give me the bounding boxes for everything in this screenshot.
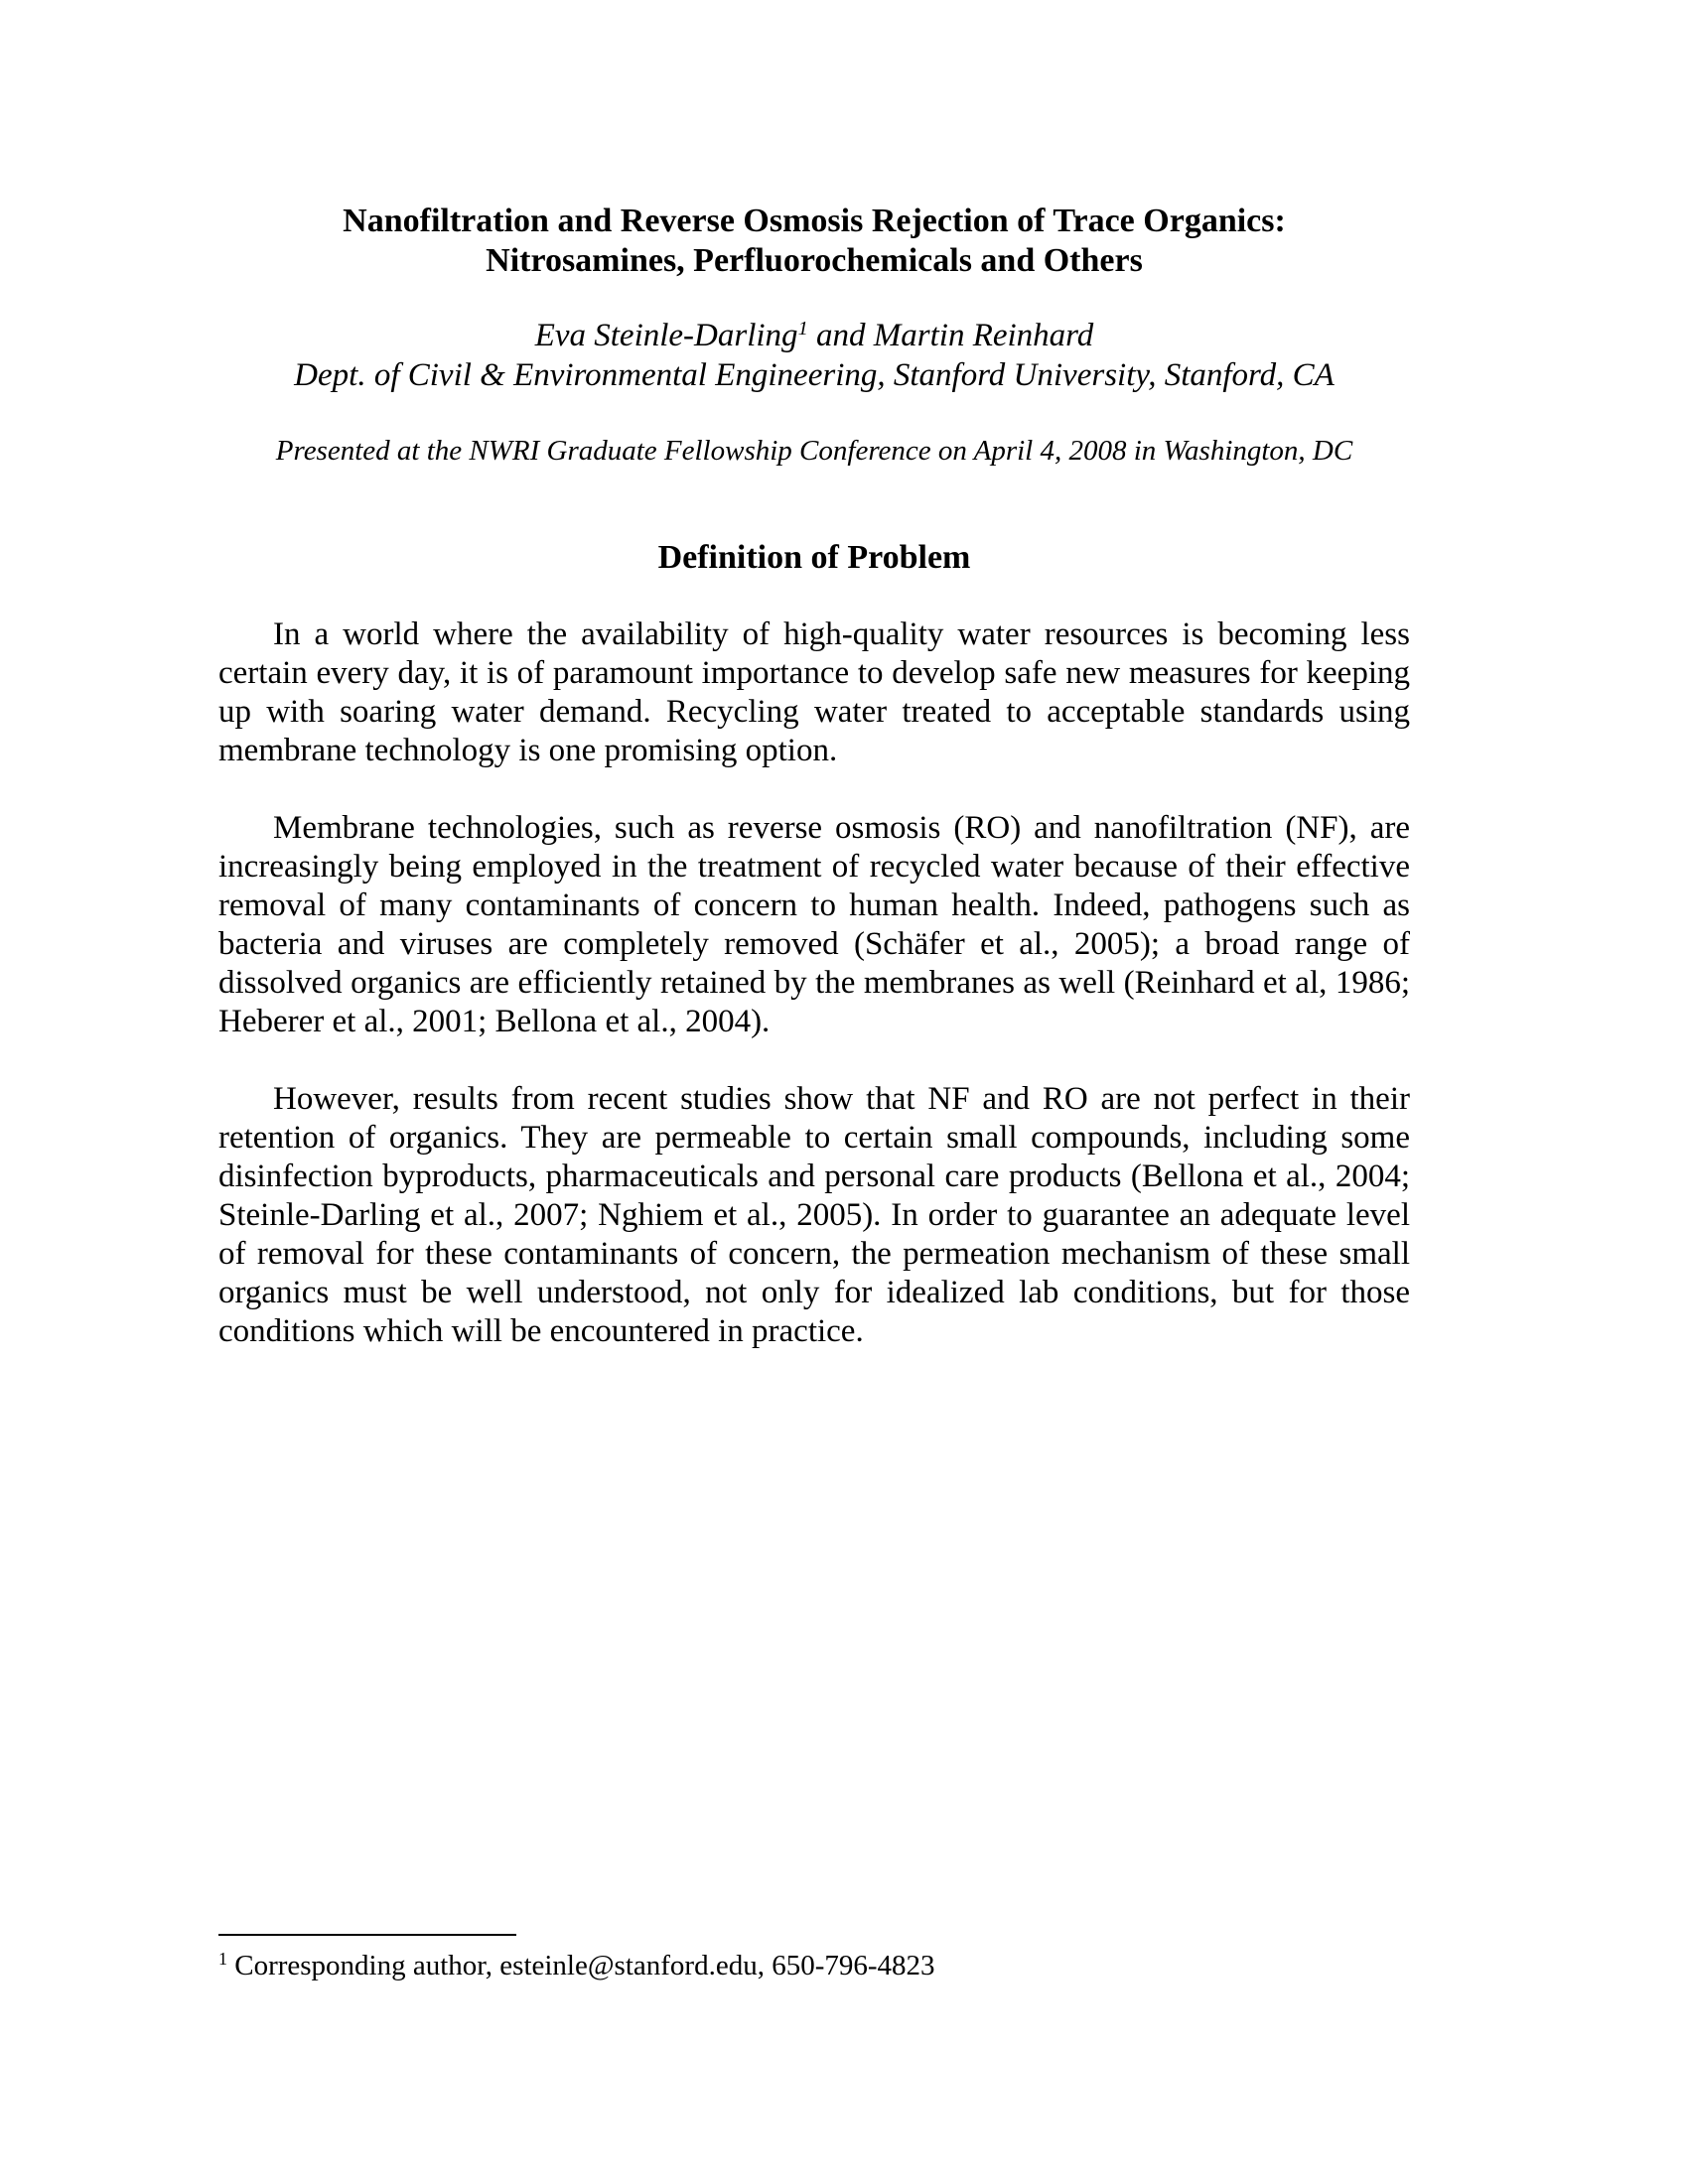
paper-title-line1: Nanofiltration and Reverse Osmosis Rejection of Trace Organics: <box>343 203 1286 239</box>
authors-line <box>218 316 1410 355</box>
paper-title-line2: Nitrosamines, Perfluorochemicals and Others <box>486 242 1143 279</box>
section-heading: Definition of Problem <box>657 539 971 576</box>
footnote-text: Corresponding author, esteinle@stanford.edu, 650-796-4823 <box>226 1950 935 1981</box>
author-footnote-marker: 1 <box>797 317 808 340</box>
paper-title <box>218 202 1410 281</box>
paper-content <box>218 202 1410 1390</box>
author-name-rest: and Martin Reinhard <box>807 318 1094 353</box>
paragraph-2: Membrane technologies, such as reverse osmosis (RO) and nanofiltration (NF), are increasingly being employed in the treatment of recycled water because of their effective removal of many contaminants of concern to human health. Indeed, pathogens such as bacteria and viruses are completely removed (Schäfer et al., 2005); a broad range of dissolved organics are efficiently retained by the membranes as well (Reinhard et al, 1986; Heberer et al., 2001; Bellona et al., 2004). <box>218 810 1410 1039</box>
author-block <box>218 316 1410 395</box>
author-name-first: Eva Steinle-Darling <box>534 318 798 353</box>
footnote-block <box>218 1934 1410 1983</box>
paragraph-1: In a world where the availability of high-quality water resources is becoming less certain every day, it is of paramount importance to develop safe new measures for keeping up with soaring water demand. Recycling water treated to acceptable standards using membrane technology is one promising option. <box>218 616 1410 768</box>
footnote-rule <box>218 1934 516 1936</box>
paragraph-3: However, results from recent studies show that NF and RO are not perfect in their retention of organics. They are permeable to certain small compounds, including some disinfection byproducts, pharmaceuticals and personal care products (Bellona et al., 2004; Steinle-Darling et al., 2007; Nghiem et al., 2005). In order to guarantee an adequate level of removal for these contaminants of concern, the permeation mechanism of these small organics must be well understood, not only for idealized lab conditions, but for those conditions which will be encountered in practice. <box>218 1081 1410 1349</box>
presentation-note: Presented at the NWRI Graduate Fellowship Conference on April 4, 2008 in Washington, DC <box>275 435 1353 467</box>
footnote <box>218 1948 1410 1983</box>
affiliation-line: Dept. of Civil & Environmental Engineering, Stanford University, Stanford, CA <box>294 357 1335 393</box>
footnote-marker: 1 <box>218 1949 227 1970</box>
